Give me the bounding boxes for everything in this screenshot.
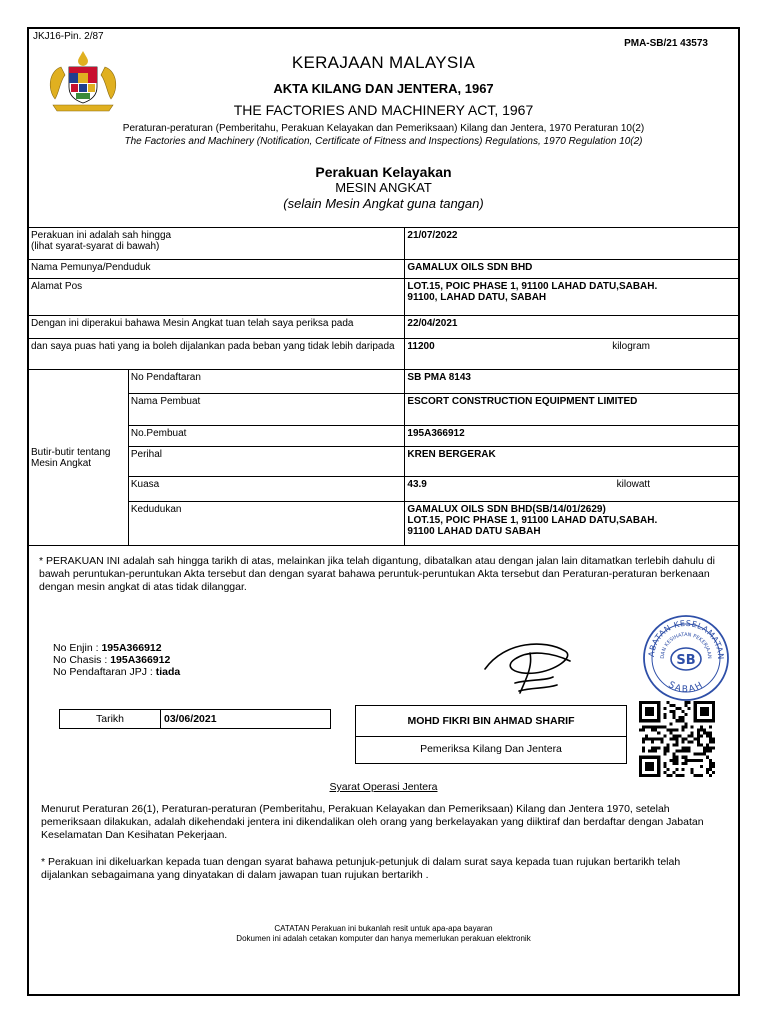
- certificate-details-table: [28, 227, 739, 546]
- reference-number: PMA-SB/21 43573: [624, 38, 708, 49]
- reg-no-value: SB PMA 8143: [405, 370, 739, 394]
- officer-box: [355, 705, 627, 764]
- qr-code-icon: [637, 701, 717, 777]
- maker-no-label: No.Pembuat: [128, 426, 405, 447]
- form-code: JKJ16-Pin. 2/87: [33, 31, 104, 42]
- machine-exclusion: (selain Mesin Angkat guna tangan): [283, 196, 484, 211]
- location-label: Kedudukan: [128, 502, 405, 546]
- valid-until-value: 21/07/2022: [405, 228, 739, 260]
- engine-details: [53, 642, 180, 678]
- jpj-no-line: No Pendaftaran JPJ : tiada: [53, 666, 181, 678]
- valid-until-label: Perakuan ini adalah sah hingga (lihat syarat-syarat di bawah): [29, 228, 405, 260]
- conditions-title: Syarat Operasi Jentera: [329, 781, 438, 793]
- maker-label: Nama Pembuat: [128, 394, 405, 426]
- regulation-english: The Factories and Machinery (Notification, Certificate of Fitness and Inspections) Regulations, 1970 Regulation 10(2): [124, 136, 643, 147]
- table-row: [29, 394, 739, 426]
- table-row: [29, 477, 739, 502]
- table-row: [29, 279, 739, 316]
- load-value: 11200 kilogram: [405, 339, 739, 370]
- svg-text:SB: SB: [676, 653, 696, 668]
- power-label: Kuasa: [128, 477, 405, 502]
- footer-note-2: Dokumen ini adalah cetakan komputer dan hanya memerlukan perakuan elektronik: [236, 934, 531, 943]
- footer-note-1: CATATAN Perakuan ini bukanlah resit untuk apa-apa bayaran: [274, 924, 493, 933]
- location-value: GAMALUX OILS SDN BHD(SB/14/01/2629) LOT.15, POIC PHASE 1, 91100 LAHAD DATU,SABAH. 91100 LAHAD DATU SABAH: [405, 502, 739, 546]
- act-title-english: THE FACTORIES AND MACHINERY ACT, 1967: [233, 102, 534, 118]
- power-value: 43.9 kilowatt: [405, 477, 739, 502]
- address-label: Alamat Pos: [29, 279, 405, 316]
- signature-icon: [475, 631, 595, 701]
- svg-text:DAN KESIHATAN PEKERJAAN: DAN KESIHATAN PEKERJAAN: [659, 631, 713, 659]
- inspected-label: Dengan ini diperakui bahawa Mesin Angkat tuan telah saya periksa pada: [29, 316, 405, 339]
- regulation-malay: Peraturan-peraturan (Pemberitahu, Perakuan Kelayakan dan Pemeriksaan) Kilang dan Jentera, 1970 Peraturan 10(2): [122, 123, 645, 134]
- machine-type: MESIN ANGKAT: [335, 180, 432, 195]
- country-title: KERAJAAN MALAYSIA: [291, 53, 476, 72]
- chassis-no-line: No Chasis : 195A366912: [53, 654, 171, 666]
- conditions-paragraph-1: Menurut Peraturan 26(1), Peraturan-peraturan (Pemberitahu, Perakuan Kelayakan dan Pemeriksaan) Kilang dan Jentera 1970, setelah pemeriksaan dilakukan, adalah dikehendaki jentera ini dikendalikan oleh orang yang berkelayakan yang diiktiraf dan berdaftar dengan Jabatan Keselamatan Dan Kesihatan Pekerjaan.: [41, 803, 704, 841]
- table-row: [29, 426, 739, 447]
- engine-no-line: No Enjin : 195A366912: [53, 642, 162, 654]
- maker-no-value: 195A366912: [405, 426, 739, 447]
- certificate-title: Perakuan Kelayakan: [315, 164, 452, 180]
- table-row: [29, 339, 739, 370]
- table-row: [29, 447, 739, 477]
- officer-name: MOHD FIKRI BIN AHMAD SHARIF: [356, 706, 626, 737]
- department-stamp-icon: [640, 612, 732, 704]
- reg-no-label: No Pendaftaran: [128, 370, 405, 394]
- inspected-date: 22/04/2021: [405, 316, 739, 339]
- validity-note: * PERAKUAN INI adalah sah hingga tarikh di atas, melainkan jika telah digantung, dibatalkan atau dengan jalan lain ditamatkan terlebih dahulu di bawah peruntukan-peruntukan Akta tersebut dan dengan syarat bahawa peruntuk-peruntukan Akta tersebut dan Peraturan-peraturan berkenaan dengan mesin angkat di atas tidak dilanggar.: [39, 555, 715, 593]
- table-row: [29, 228, 739, 260]
- certificate-page: [27, 27, 740, 996]
- officer-title: Pemeriksa Kilang Dan Jentera: [420, 743, 562, 755]
- conditions-paragraph-2: * Perakuan ini dikeluarkan kepada tuan dengan syarat bahawa petunjuk-petunjuk di dalam surat saya kepada tuan rujukan bertarikh telah dijalankan sebagaimana yang dinyatakan di dalam jawapan tuan rujukan bertarikh .: [41, 856, 681, 881]
- act-title-malay: AKTA KILANG DAN JENTERA, 1967: [273, 81, 494, 96]
- table-row: [29, 370, 739, 394]
- owner-value: GAMALUX OILS SDN BHD: [405, 260, 739, 279]
- table-row: [29, 260, 739, 279]
- svg-text:SABAH: SABAH: [666, 680, 706, 696]
- owner-label: Nama Pemunya/Penduduk: [29, 260, 405, 279]
- date-box: [59, 709, 331, 729]
- svg-text:JABATAN KESELAMATAN: ABATAN KESELAMATAN: [646, 618, 726, 660]
- address-value: LOT.15, POIC PHASE 1, 91100 LAHAD DATU,SABAH. 91100, LAHAD DATU, SABAH: [405, 279, 739, 316]
- table-row: [29, 316, 739, 339]
- description-value: KREN BERGERAK: [405, 447, 739, 477]
- maker-value: ESCORT CONSTRUCTION EQUIPMENT LIMITED: [405, 394, 739, 426]
- date-value: 03/06/2021: [164, 713, 217, 725]
- machine-section-label: Butir-butir tentang Mesin Angkat: [29, 370, 129, 546]
- load-unit: kilogram: [612, 341, 650, 352]
- power-unit: kilowatt: [616, 479, 650, 490]
- table-row: [29, 502, 739, 546]
- load-label: dan saya puas hati yang ia boleh dijalankan pada beban yang tidak lebih daripada: [29, 339, 405, 370]
- description-label: Perihal: [128, 447, 405, 477]
- date-label: Tarikh: [60, 710, 161, 728]
